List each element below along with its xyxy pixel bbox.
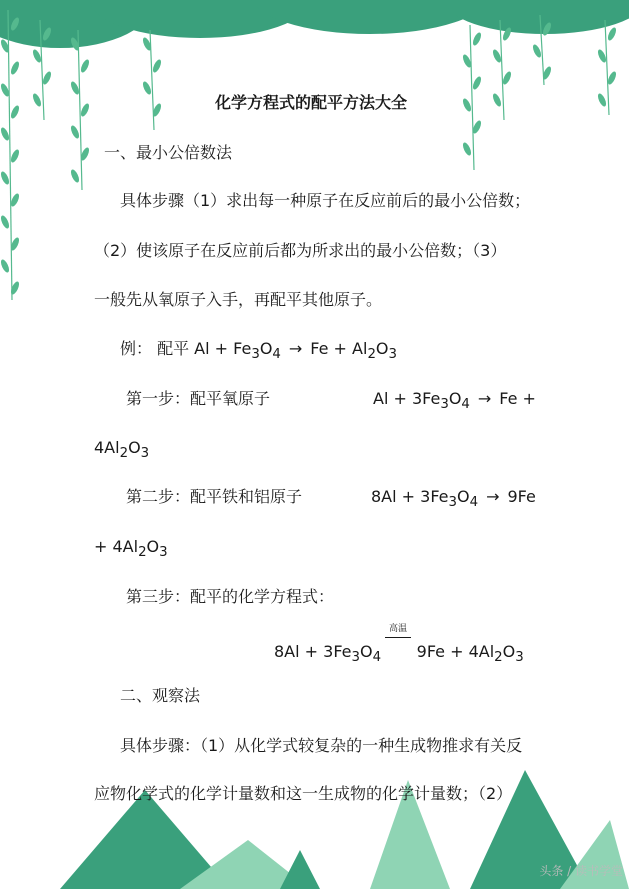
- vine-leaf: [471, 31, 482, 46]
- section-heading-2: 二、观察法: [120, 686, 201, 705]
- vine-leaf: [0, 258, 11, 273]
- vine-stem: [605, 20, 609, 115]
- reaction-condition: [385, 622, 415, 642]
- vine-leaf: [151, 58, 162, 73]
- vine-leaf: [79, 102, 90, 117]
- vine-leaf: [9, 104, 20, 119]
- vine-leaf: [79, 58, 90, 73]
- vine-leaf: [531, 43, 542, 58]
- vine-leaf: [31, 92, 42, 107]
- vine-leaf: [9, 148, 20, 163]
- step-1-line: [126, 388, 538, 413]
- paragraph-line: 具体步骤：（1）从化学式较复杂的一种生成物推求有关反: [120, 736, 523, 755]
- vine-leaf: [606, 26, 617, 41]
- condition-line: [385, 637, 411, 638]
- paragraph-line: 具体步骤（1）求出每一种原子在反应前后的最小公倍数；: [120, 191, 531, 210]
- step-2-equation-cont: + $4Al_2O_3$: [94, 537, 168, 561]
- vine-leaf: [9, 280, 20, 295]
- step-2-equation: $8Al + 3Fe_3O_4 \to 9Fe$: [371, 487, 536, 511]
- step-3-label: 第三步：配平的化学方程式：: [126, 587, 335, 606]
- step-1-label: 第一步：配平氧原子: [126, 389, 271, 408]
- vine-leaf: [596, 92, 607, 107]
- vine-stem: [470, 25, 474, 170]
- vine-leaf: [0, 214, 11, 229]
- paragraph-line: 应物化学式的化学计量数和这一生成物的化学计量数；（2）: [94, 784, 513, 803]
- paragraph-line: （2）使该原子在反应前后都为所求出的最小公倍数；（3）: [94, 241, 507, 260]
- section-heading-1: 一、最小公倍数法: [104, 143, 233, 162]
- tree-triangle: [280, 850, 320, 889]
- step-1-equation-cont: $4Al_2O_3$: [94, 438, 150, 462]
- page-title: 化学方程式的配平方法大全: [215, 93, 408, 112]
- condition-label: 高温: [389, 624, 408, 634]
- vine-stem: [78, 30, 82, 190]
- vine-leaf: [471, 75, 482, 90]
- vine-leaf: [461, 141, 472, 156]
- final-equation: $8Al + 3Fe_3O_4$ $9Fe + 4Al_2O_3$: [274, 642, 524, 666]
- vine-leaf: [69, 168, 80, 183]
- watermark: 头条 / 读书学堂: [539, 864, 623, 878]
- example-prefix: 例： 配平 Al + Fe: [120, 339, 252, 358]
- paragraph-line: 一般先从氧原子入手，再配平其他原子。: [94, 290, 383, 309]
- vine-leaf: [0, 170, 11, 185]
- vine-leaf: [141, 80, 152, 95]
- vine-leaf: [69, 124, 80, 139]
- canopy-scallop: [445, 0, 629, 34]
- vine-leaf: [9, 60, 20, 75]
- step-2-label: 第二步：配平铁和铝原子: [126, 487, 303, 506]
- step-1-equation: $Al + 3Fe_3O_4 \to Fe$ +: [373, 389, 536, 413]
- example-line: 例： 配平 $Al + Fe_3O_4 \to Fe + Al_2O_3$: [120, 339, 397, 363]
- vine-leaf: [491, 92, 502, 107]
- vine-leaf: [461, 97, 472, 112]
- vine-stem: [8, 10, 12, 300]
- step-2-line: [126, 486, 538, 511]
